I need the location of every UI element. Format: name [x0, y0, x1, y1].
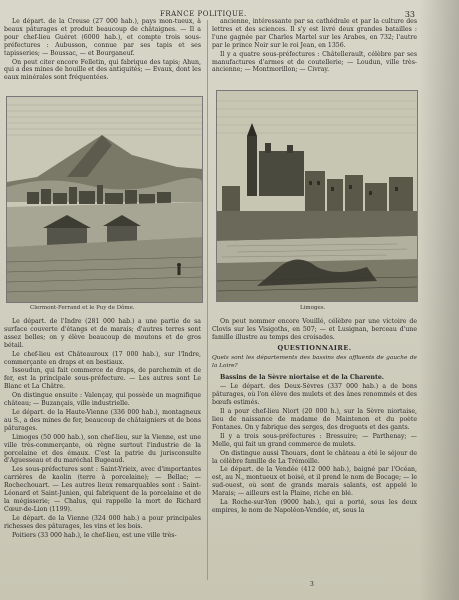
paragraph: On peut nommer encore Vouillé, célèbre par une victoire de Clovis sur les Visigoths, en 507; — et Lusignan, berceau d'une famille illustre au temps des croisades. [212, 318, 417, 341]
paragraph: Poitiers (33 000 hab.), le chef-lieu, est une ville très- [12, 531, 177, 539]
paragraph: Le départ. de la Vienne (324 000 hab.) a pour principales richesses des pâturages, les vins et les bois. [4, 514, 201, 530]
left-column-bottom [4, 318, 201, 540]
page-number: 33 [404, 10, 415, 19]
paragraph: Il a pour chef-lieu Niort (20 000 h.), sur la Sèvre niortaise, lieu de naissance de madame de Maintenon et du poète Fontanes. On y fabrique des serges, des droguets et des gants. [212, 408, 417, 431]
right-column-top [212, 18, 417, 75]
paragraph: Il y a trois sous-préfectures : Bressuire; — Parthenay; — Melle, qui fait un grand commerce de mulets. [212, 432, 417, 448]
paragraph: On distingue ensuite : Valençay, qui possède un magnifique château; — Buzançais, ville industrielle. [4, 392, 201, 408]
right-column-bottom [212, 318, 417, 516]
paragraph: Le départ. de la Haute-Vienne (336 000 hab.), montagneux au S., a des mines de fer, beaucoup de châtaigniers et de bons pâturages. [4, 408, 201, 432]
paragraph: ancienne, intéressante par sa cathédrale et par la culture des lettres et des sciences. Il s'y est livré deux grandes batailles : l'une gagnée par Charles Martel sur les Arabes, en 732; l'autre par le prince Noir sur le roi Jean, en 1356. [212, 18, 417, 49]
paragraph: Issoudun, qui fait commerce de draps, de parchemin et de fer, est la principale sous-préfecture. — Les autres sont Le Blanc et La Châtre. [4, 367, 201, 391]
signature-mark: 3 [310, 581, 314, 588]
column-divider [207, 20, 208, 580]
paragraph: Limoges (50 000 hab.), son chef-lieu, sur la Vienne, est une ville très-commerçante, où règne surtout l'industrie de la porcelaine et des émaux. C'est la patrie du jurisconsulte d'Aguesseau et du maréchal Bugeaud. [4, 433, 201, 465]
paragraph: Le départ. de l'Indre (281 000 hab.) a une partie de sa surface couverte d'étangs et de marais; d'autres terres sont assez belles; on y élève beaucoup de moutons et de gros bétail. [4, 318, 201, 349]
questionnaire-title: QUESTIONNAIRE. [277, 343, 352, 352]
figure-caption-clermont: Clermont-Ferrand et le Puy de Dôme. [30, 305, 135, 311]
paragraph: Il y a quatre sous-préfectures : Châtellerault, célèbre par ses manufactures d'armes et de coutellerie; — Loudun, ville très-ancienne; — Montmorillon; — Civray. [212, 50, 417, 74]
paragraph: Les sous-préfectures sont : Saint-Yrieix, avec d'importantes carrières de kaolin (terre à porcelaine); — Bellac; — Rochechouart. — Les autres lieux remarquables sont : Saint-Léonard et Saint-Junien, qui fabriquent de la porcelaine et de la mégisserie; — Chalus, qui rappelle la mort de Richard Cœur-de-Lion (1199). [4, 466, 201, 513]
section-heading: Bassins de la Sèvre niortaise et de la Charente. [220, 374, 384, 382]
page-header: FRANCE POLITIQUE. [160, 10, 247, 18]
questionnaire-question: Quels sont les départements des bassins des affluents de gauche de la Loire? [212, 354, 417, 369]
engraving-clermont [6, 96, 203, 303]
figure-caption-limoges: Limoges. [300, 305, 326, 311]
left-column-top [4, 18, 201, 83]
paragraph: La Roche-sur-Yon (9000 hab.), qui a porté, sous les deux empires, le nom de Napoléon-Vendée, et, sous la [212, 499, 417, 514]
page-shadow [419, 0, 459, 600]
engraving-limoges-illustration [217, 91, 417, 301]
paragraph: Le départ. de la Creuse (27 000 hab.), pays mon-tueux, à beaux pâturages et produit beaucoup de châtaignes. — Il a pour chef-lieu Guéret (6000 hab.), et compte trois sous-préfectures : Aubusson, connue par ses tapis et ses tapisseries; — Boussac, — et Bourganeuf. [4, 18, 201, 57]
engraving-clermont-illustration [7, 97, 202, 302]
paragraph: On peut citer encore Felletin, qui fabrique des tapis; Ahun, qui a des mines de houille et des antiquités; — Evaux, dont les eaux minérales sont fréquentées. [4, 58, 201, 82]
paragraph: — Le départ. des Deux-Sèvres (337 000 hab.) a de bons pâturages, où l'on élève des mulets et des ânes renommés et des bœufs estimés. [212, 383, 417, 407]
paragraph: On distingue aussi Thouars, dont le château a été le séjour de la célèbre famille de La Trémoille. [212, 449, 417, 465]
engraving-limoges [216, 90, 418, 302]
paragraph: Le chef-lieu est Châteauroux (17 000 hab.), sur l'Indre, commerçante en draps et en bestiaux. [4, 350, 201, 366]
paragraph: Le départ. de la Vendée (412 000 hab.), baigné par l'Océan, est, au N., montueux et boisé, et il prend le nom de Bocage; — le sud-ouest, où sont de grands marais salants, est appelé le Marais; — ailleurs est la Plaine, riche en blé. [212, 466, 417, 498]
